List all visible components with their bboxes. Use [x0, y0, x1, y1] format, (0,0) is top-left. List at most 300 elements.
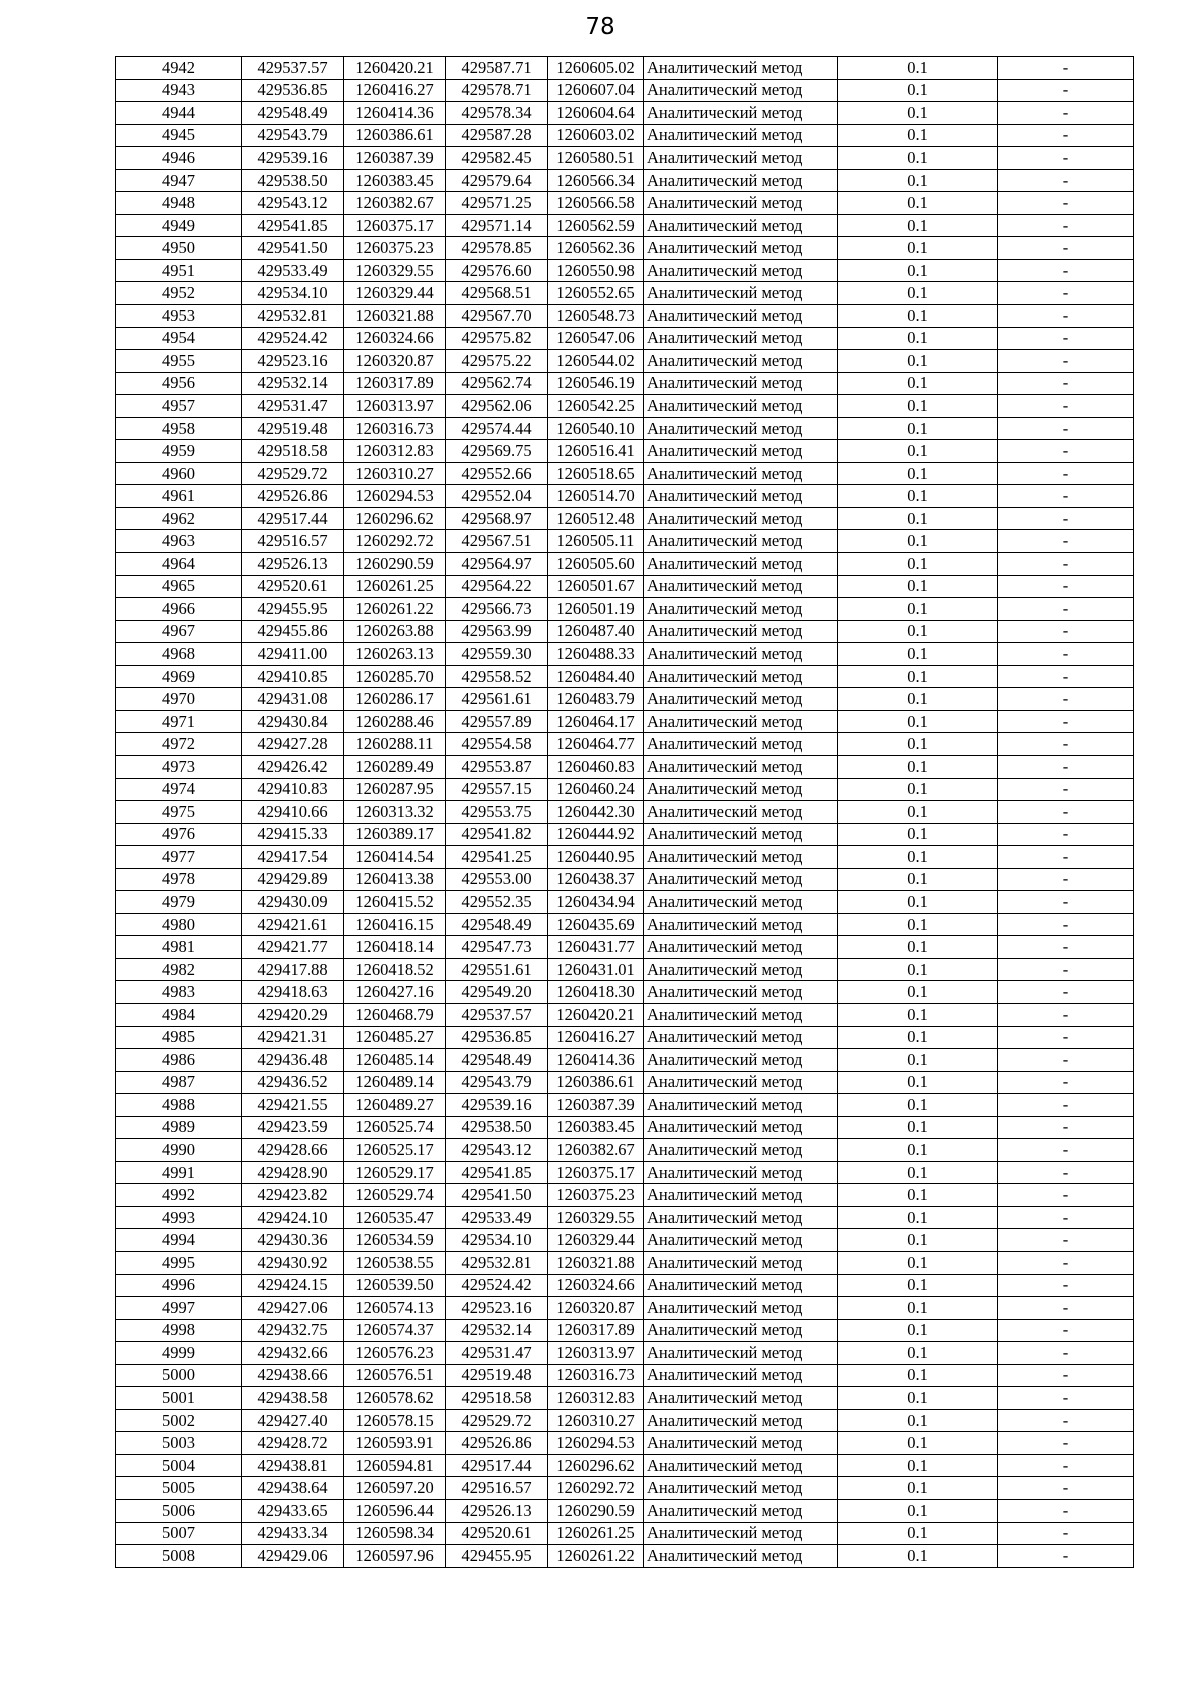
- y2-coordinate-cell: 1260566.34: [548, 169, 644, 192]
- method-cell: Аналитический метод: [644, 1454, 838, 1477]
- point-number-cell: 4969: [116, 665, 242, 688]
- y2-coordinate-cell: 1260382.67: [548, 1139, 644, 1162]
- y1-coordinate-cell: 1260594.81: [344, 1454, 446, 1477]
- x1-coordinate-cell: 429533.49: [242, 259, 344, 282]
- y1-coordinate-cell: 1260578.62: [344, 1387, 446, 1410]
- x1-coordinate-cell: 429428.66: [242, 1139, 344, 1162]
- table-row: [116, 282, 1134, 305]
- accuracy-cell: 0.1: [838, 598, 998, 621]
- accuracy-cell: 0.1: [838, 1342, 998, 1365]
- point-number-cell: 4989: [116, 1116, 242, 1139]
- note-cell: -: [998, 350, 1134, 373]
- y1-coordinate-cell: 1260539.50: [344, 1274, 446, 1297]
- point-number-cell: 4977: [116, 846, 242, 869]
- x2-coordinate-cell: 429526.13: [446, 1500, 548, 1523]
- accuracy-cell: 0.1: [838, 801, 998, 824]
- method-cell: Аналитический метод: [644, 710, 838, 733]
- point-number-cell: 4980: [116, 913, 242, 936]
- note-cell: -: [998, 1184, 1134, 1207]
- method-cell: Аналитический метод: [644, 1026, 838, 1049]
- note-cell: -: [998, 57, 1134, 80]
- accuracy-cell: 0.1: [838, 620, 998, 643]
- note-cell: -: [998, 147, 1134, 170]
- method-cell: Аналитический метод: [644, 1161, 838, 1184]
- point-number-cell: 4967: [116, 620, 242, 643]
- y2-coordinate-cell: 1260316.73: [548, 1364, 644, 1387]
- method-cell: Аналитический метод: [644, 237, 838, 260]
- x2-coordinate-cell: 429553.00: [446, 868, 548, 891]
- point-number-cell: 5003: [116, 1432, 242, 1455]
- point-number-cell: 4962: [116, 507, 242, 530]
- table-row: [116, 665, 1134, 688]
- note-cell: -: [998, 688, 1134, 711]
- x2-coordinate-cell: 429569.75: [446, 440, 548, 463]
- accuracy-cell: 0.1: [838, 981, 998, 1004]
- point-number-cell: 4965: [116, 575, 242, 598]
- y1-coordinate-cell: 1260427.16: [344, 981, 446, 1004]
- y1-coordinate-cell: 1260294.53: [344, 485, 446, 508]
- y1-coordinate-cell: 1260578.15: [344, 1409, 446, 1432]
- note-cell: -: [998, 1319, 1134, 1342]
- note-cell: -: [998, 395, 1134, 418]
- method-cell: Аналитический метод: [644, 620, 838, 643]
- note-cell: -: [998, 485, 1134, 508]
- point-number-cell: 4974: [116, 778, 242, 801]
- method-cell: Аналитический метод: [644, 1477, 838, 1500]
- point-number-cell: 4951: [116, 259, 242, 282]
- note-cell: -: [998, 462, 1134, 485]
- y1-coordinate-cell: 1260538.55: [344, 1251, 446, 1274]
- x1-coordinate-cell: 429430.92: [242, 1251, 344, 1274]
- method-cell: Аналитический метод: [644, 1522, 838, 1545]
- table-row: [116, 1387, 1134, 1410]
- y2-coordinate-cell: 1260321.88: [548, 1251, 644, 1274]
- x1-coordinate-cell: 429429.89: [242, 868, 344, 891]
- method-cell: Аналитический метод: [644, 1184, 838, 1207]
- table-row: [116, 1274, 1134, 1297]
- point-number-cell: 4960: [116, 462, 242, 485]
- table-row: [116, 1184, 1134, 1207]
- x2-coordinate-cell: 429541.85: [446, 1161, 548, 1184]
- accuracy-cell: 0.1: [838, 846, 998, 869]
- y2-coordinate-cell: 1260607.04: [548, 79, 644, 102]
- table-row: [116, 620, 1134, 643]
- x2-coordinate-cell: 429587.28: [446, 124, 548, 147]
- x2-coordinate-cell: 429533.49: [446, 1206, 548, 1229]
- x2-coordinate-cell: 429582.45: [446, 147, 548, 170]
- table-row: [116, 1297, 1134, 1320]
- table-row: [116, 801, 1134, 824]
- point-number-cell: 4950: [116, 237, 242, 260]
- y2-coordinate-cell: 1260386.61: [548, 1071, 644, 1094]
- method-cell: Аналитический метод: [644, 778, 838, 801]
- accuracy-cell: 0.1: [838, 57, 998, 80]
- accuracy-cell: 0.1: [838, 1319, 998, 1342]
- method-cell: Аналитический метод: [644, 823, 838, 846]
- accuracy-cell: 0.1: [838, 823, 998, 846]
- note-cell: -: [998, 1545, 1134, 1568]
- y2-coordinate-cell: 1260313.97: [548, 1342, 644, 1365]
- x2-coordinate-cell: 429520.61: [446, 1522, 548, 1545]
- point-number-cell: 4953: [116, 305, 242, 328]
- accuracy-cell: 0.1: [838, 440, 998, 463]
- x1-coordinate-cell: 429534.10: [242, 282, 344, 305]
- table-row: [116, 57, 1134, 80]
- y2-coordinate-cell: 1260604.64: [548, 102, 644, 125]
- y2-coordinate-cell: 1260562.36: [548, 237, 644, 260]
- page-number: 78: [585, 14, 615, 40]
- point-number-cell: 4944: [116, 102, 242, 125]
- x2-coordinate-cell: 429571.14: [446, 214, 548, 237]
- note-cell: -: [998, 958, 1134, 981]
- y2-coordinate-cell: 1260438.37: [548, 868, 644, 891]
- accuracy-cell: 0.1: [838, 936, 998, 959]
- x2-coordinate-cell: 429578.34: [446, 102, 548, 125]
- note-cell: -: [998, 1116, 1134, 1139]
- accuracy-cell: 0.1: [838, 755, 998, 778]
- y1-coordinate-cell: 1260418.52: [344, 958, 446, 981]
- x1-coordinate-cell: 429526.86: [242, 485, 344, 508]
- point-number-cell: 4946: [116, 147, 242, 170]
- x1-coordinate-cell: 429543.79: [242, 124, 344, 147]
- x2-coordinate-cell: 429566.73: [446, 598, 548, 621]
- y1-coordinate-cell: 1260292.72: [344, 530, 446, 553]
- x2-coordinate-cell: 429541.50: [446, 1184, 548, 1207]
- y2-coordinate-cell: 1260605.02: [548, 57, 644, 80]
- point-number-cell: 4942: [116, 57, 242, 80]
- method-cell: Аналитический метод: [644, 868, 838, 891]
- table-row: [116, 440, 1134, 463]
- method-cell: Аналитический метод: [644, 688, 838, 711]
- method-cell: Аналитический метод: [644, 1342, 838, 1365]
- x2-coordinate-cell: 429568.97: [446, 507, 548, 530]
- x2-coordinate-cell: 429526.86: [446, 1432, 548, 1455]
- y2-coordinate-cell: 1260580.51: [548, 147, 644, 170]
- x1-coordinate-cell: 429424.10: [242, 1206, 344, 1229]
- note-cell: -: [998, 1274, 1134, 1297]
- y2-coordinate-cell: 1260464.17: [548, 710, 644, 733]
- point-number-cell: 4972: [116, 733, 242, 756]
- x1-coordinate-cell: 429518.58: [242, 440, 344, 463]
- point-number-cell: 4994: [116, 1229, 242, 1252]
- x1-coordinate-cell: 429429.06: [242, 1545, 344, 1568]
- point-number-cell: 4992: [116, 1184, 242, 1207]
- accuracy-cell: 0.1: [838, 1184, 998, 1207]
- accuracy-cell: 0.1: [838, 1251, 998, 1274]
- y2-coordinate-cell: 1260440.95: [548, 846, 644, 869]
- x2-coordinate-cell: 429568.51: [446, 282, 548, 305]
- y2-coordinate-cell: 1260460.83: [548, 755, 644, 778]
- x2-coordinate-cell: 429587.71: [446, 57, 548, 80]
- method-cell: Аналитический метод: [644, 417, 838, 440]
- x2-coordinate-cell: 429536.85: [446, 1026, 548, 1049]
- table-row: [116, 710, 1134, 733]
- point-number-cell: 4983: [116, 981, 242, 1004]
- table-row: [116, 553, 1134, 576]
- x1-coordinate-cell: 429520.61: [242, 575, 344, 598]
- accuracy-cell: 0.1: [838, 1049, 998, 1072]
- y2-coordinate-cell: 1260487.40: [548, 620, 644, 643]
- x2-coordinate-cell: 429552.35: [446, 891, 548, 914]
- y2-coordinate-cell: 1260566.58: [548, 192, 644, 215]
- point-number-cell: 4959: [116, 440, 242, 463]
- x1-coordinate-cell: 429421.77: [242, 936, 344, 959]
- note-cell: -: [998, 507, 1134, 530]
- table-row: [116, 327, 1134, 350]
- accuracy-cell: 0.1: [838, 575, 998, 598]
- x1-coordinate-cell: 429519.48: [242, 417, 344, 440]
- y1-coordinate-cell: 1260534.59: [344, 1229, 446, 1252]
- table-row: [116, 778, 1134, 801]
- y1-coordinate-cell: 1260288.46: [344, 710, 446, 733]
- y2-coordinate-cell: 1260540.10: [548, 417, 644, 440]
- x1-coordinate-cell: 429539.16: [242, 147, 344, 170]
- method-cell: Аналитический метод: [644, 485, 838, 508]
- x2-coordinate-cell: 429524.42: [446, 1274, 548, 1297]
- y1-coordinate-cell: 1260597.20: [344, 1477, 446, 1500]
- accuracy-cell: 0.1: [838, 688, 998, 711]
- note-cell: -: [998, 891, 1134, 914]
- note-cell: -: [998, 553, 1134, 576]
- table-row: [116, 192, 1134, 215]
- table-row: [116, 575, 1134, 598]
- y2-coordinate-cell: 1260414.36: [548, 1049, 644, 1072]
- note-cell: -: [998, 417, 1134, 440]
- point-number-cell: 5005: [116, 1477, 242, 1500]
- note-cell: -: [998, 1026, 1134, 1049]
- method-cell: Аналитический метод: [644, 733, 838, 756]
- method-cell: Аналитический метод: [644, 665, 838, 688]
- x2-coordinate-cell: 429519.48: [446, 1364, 548, 1387]
- y2-coordinate-cell: 1260562.59: [548, 214, 644, 237]
- y1-coordinate-cell: 1260468.79: [344, 1003, 446, 1026]
- y2-coordinate-cell: 1260431.01: [548, 958, 644, 981]
- x1-coordinate-cell: 429418.63: [242, 981, 344, 1004]
- x1-coordinate-cell: 429430.84: [242, 710, 344, 733]
- table-row: [116, 1139, 1134, 1162]
- y1-coordinate-cell: 1260414.54: [344, 846, 446, 869]
- x2-coordinate-cell: 429558.52: [446, 665, 548, 688]
- point-number-cell: 4964: [116, 553, 242, 576]
- point-number-cell: 4952: [116, 282, 242, 305]
- method-cell: Аналитический метод: [644, 1003, 838, 1026]
- point-number-cell: 4976: [116, 823, 242, 846]
- accuracy-cell: 0.1: [838, 327, 998, 350]
- y2-coordinate-cell: 1260320.87: [548, 1297, 644, 1320]
- x2-coordinate-cell: 429531.47: [446, 1342, 548, 1365]
- y2-coordinate-cell: 1260329.44: [548, 1229, 644, 1252]
- y2-coordinate-cell: 1260544.02: [548, 350, 644, 373]
- table-row: [116, 1229, 1134, 1252]
- table-row: [116, 913, 1134, 936]
- method-cell: Аналитический метод: [644, 530, 838, 553]
- accuracy-cell: 0.1: [838, 1003, 998, 1026]
- point-number-cell: 4947: [116, 169, 242, 192]
- y1-coordinate-cell: 1260418.14: [344, 936, 446, 959]
- x1-coordinate-cell: 429410.85: [242, 665, 344, 688]
- table-row: [116, 507, 1134, 530]
- method-cell: Аналитический метод: [644, 102, 838, 125]
- y2-coordinate-cell: 1260290.59: [548, 1500, 644, 1523]
- y1-coordinate-cell: 1260525.74: [344, 1116, 446, 1139]
- x1-coordinate-cell: 429517.44: [242, 507, 344, 530]
- x1-coordinate-cell: 429427.06: [242, 1297, 344, 1320]
- accuracy-cell: 0.1: [838, 1454, 998, 1477]
- y1-coordinate-cell: 1260313.97: [344, 395, 446, 418]
- note-cell: -: [998, 575, 1134, 598]
- x1-coordinate-cell: 429424.15: [242, 1274, 344, 1297]
- point-number-cell: 4954: [116, 327, 242, 350]
- note-cell: -: [998, 259, 1134, 282]
- point-number-cell: 4990: [116, 1139, 242, 1162]
- accuracy-cell: 0.1: [838, 1094, 998, 1117]
- note-cell: -: [998, 102, 1134, 125]
- accuracy-cell: 0.1: [838, 102, 998, 125]
- method-cell: Аналитический метод: [644, 395, 838, 418]
- x1-coordinate-cell: 429421.55: [242, 1094, 344, 1117]
- method-cell: Аналитический метод: [644, 1139, 838, 1162]
- x1-coordinate-cell: 429428.90: [242, 1161, 344, 1184]
- y1-coordinate-cell: 1260485.27: [344, 1026, 446, 1049]
- y1-coordinate-cell: 1260263.13: [344, 643, 446, 666]
- note-cell: -: [998, 192, 1134, 215]
- y1-coordinate-cell: 1260316.73: [344, 417, 446, 440]
- table-row: [116, 1522, 1134, 1545]
- note-cell: -: [998, 1477, 1134, 1500]
- table-row: [116, 485, 1134, 508]
- y2-coordinate-cell: 1260416.27: [548, 1026, 644, 1049]
- note-cell: -: [998, 620, 1134, 643]
- table-row: [116, 958, 1134, 981]
- table-row: [116, 1116, 1134, 1139]
- point-number-cell: 4957: [116, 395, 242, 418]
- x1-coordinate-cell: 429537.57: [242, 57, 344, 80]
- y1-coordinate-cell: 1260375.17: [344, 214, 446, 237]
- x1-coordinate-cell: 429433.65: [242, 1500, 344, 1523]
- method-cell: Аналитический метод: [644, 846, 838, 869]
- method-cell: Аналитический метод: [644, 1500, 838, 1523]
- point-number-cell: 4963: [116, 530, 242, 553]
- x1-coordinate-cell: 429538.50: [242, 169, 344, 192]
- x2-coordinate-cell: 429532.14: [446, 1319, 548, 1342]
- point-number-cell: 5004: [116, 1454, 242, 1477]
- accuracy-cell: 0.1: [838, 553, 998, 576]
- x1-coordinate-cell: 429428.72: [242, 1432, 344, 1455]
- accuracy-cell: 0.1: [838, 1206, 998, 1229]
- method-cell: Аналитический метод: [644, 958, 838, 981]
- note-cell: -: [998, 1049, 1134, 1072]
- method-cell: Аналитический метод: [644, 891, 838, 914]
- accuracy-cell: 0.1: [838, 237, 998, 260]
- x2-coordinate-cell: 429523.16: [446, 1297, 548, 1320]
- point-number-cell: 4973: [116, 755, 242, 778]
- accuracy-cell: 0.1: [838, 1274, 998, 1297]
- accuracy-cell: 0.1: [838, 710, 998, 733]
- y2-coordinate-cell: 1260505.11: [548, 530, 644, 553]
- x1-coordinate-cell: 429438.58: [242, 1387, 344, 1410]
- y1-coordinate-cell: 1260416.15: [344, 913, 446, 936]
- point-number-cell: 5008: [116, 1545, 242, 1568]
- note-cell: -: [998, 981, 1134, 1004]
- point-number-cell: 4979: [116, 891, 242, 914]
- table-row: [116, 1094, 1134, 1117]
- table-row: [116, 1364, 1134, 1387]
- point-number-cell: 4999: [116, 1342, 242, 1365]
- note-cell: -: [998, 755, 1134, 778]
- x1-coordinate-cell: 429415.33: [242, 823, 344, 846]
- x2-coordinate-cell: 429571.25: [446, 192, 548, 215]
- y1-coordinate-cell: 1260263.88: [344, 620, 446, 643]
- point-number-cell: 4968: [116, 643, 242, 666]
- table-row: [116, 733, 1134, 756]
- x2-coordinate-cell: 429537.57: [446, 1003, 548, 1026]
- note-cell: -: [998, 936, 1134, 959]
- x1-coordinate-cell: 429532.14: [242, 372, 344, 395]
- x2-coordinate-cell: 429455.95: [446, 1545, 548, 1568]
- y2-coordinate-cell: 1260292.72: [548, 1477, 644, 1500]
- accuracy-cell: 0.1: [838, 1500, 998, 1523]
- method-cell: Аналитический метод: [644, 643, 838, 666]
- y2-coordinate-cell: 1260547.06: [548, 327, 644, 350]
- y2-coordinate-cell: 1260516.41: [548, 440, 644, 463]
- accuracy-cell: 0.1: [838, 530, 998, 553]
- y1-coordinate-cell: 1260489.27: [344, 1094, 446, 1117]
- y1-coordinate-cell: 1260290.59: [344, 553, 446, 576]
- y2-coordinate-cell: 1260603.02: [548, 124, 644, 147]
- accuracy-cell: 0.1: [838, 1229, 998, 1252]
- table-row: [116, 147, 1134, 170]
- x1-coordinate-cell: 429536.85: [242, 79, 344, 102]
- x1-coordinate-cell: 429423.82: [242, 1184, 344, 1207]
- note-cell: -: [998, 1094, 1134, 1117]
- table-row: [116, 395, 1134, 418]
- method-cell: Аналитический метод: [644, 1094, 838, 1117]
- y1-coordinate-cell: 1260389.17: [344, 823, 446, 846]
- accuracy-cell: 0.1: [838, 214, 998, 237]
- y1-coordinate-cell: 1260329.44: [344, 282, 446, 305]
- table-row: [116, 1161, 1134, 1184]
- x2-coordinate-cell: 429532.81: [446, 1251, 548, 1274]
- y2-coordinate-cell: 1260505.60: [548, 553, 644, 576]
- table-row: [116, 1545, 1134, 1568]
- accuracy-cell: 0.1: [838, 1071, 998, 1094]
- note-cell: -: [998, 846, 1134, 869]
- note-cell: -: [998, 868, 1134, 891]
- y2-coordinate-cell: 1260444.92: [548, 823, 644, 846]
- y1-coordinate-cell: 1260382.67: [344, 192, 446, 215]
- note-cell: -: [998, 305, 1134, 328]
- x2-coordinate-cell: 429562.74: [446, 372, 548, 395]
- y1-coordinate-cell: 1260414.36: [344, 102, 446, 125]
- y1-coordinate-cell: 1260574.13: [344, 1297, 446, 1320]
- y2-coordinate-cell: 1260435.69: [548, 913, 644, 936]
- method-cell: Аналитический метод: [644, 575, 838, 598]
- note-cell: -: [998, 1229, 1134, 1252]
- point-number-cell: 4996: [116, 1274, 242, 1297]
- y1-coordinate-cell: 1260317.89: [344, 372, 446, 395]
- y2-coordinate-cell: 1260460.24: [548, 778, 644, 801]
- table-row: [116, 305, 1134, 328]
- accuracy-cell: 0.1: [838, 1116, 998, 1139]
- accuracy-cell: 0.1: [838, 1477, 998, 1500]
- y1-coordinate-cell: 1260375.23: [344, 237, 446, 260]
- note-cell: -: [998, 643, 1134, 666]
- y2-coordinate-cell: 1260294.53: [548, 1432, 644, 1455]
- method-cell: Аналитический метод: [644, 981, 838, 1004]
- x1-coordinate-cell: 429421.31: [242, 1026, 344, 1049]
- x1-coordinate-cell: 429417.54: [242, 846, 344, 869]
- note-cell: -: [998, 733, 1134, 756]
